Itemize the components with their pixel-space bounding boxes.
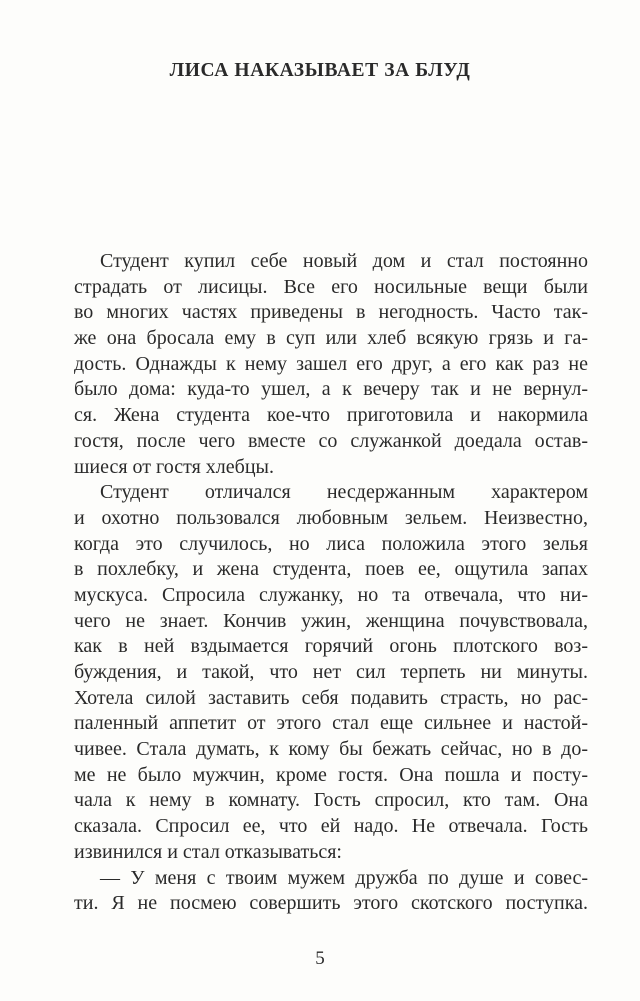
text-line: сказала. Спросил ее, что ей надо. Не отвечала. Гость [74, 815, 588, 838]
text-line: мускуса. Спросила служанку, но та отвечала, что ни- [74, 583, 588, 606]
text-line: шиеся от гостя хлебцы. [74, 455, 274, 478]
text-line: в похлебку, и жена студента, поев ее, ощутила запах [74, 558, 588, 581]
text-line: буждения, и такой, что нет сил терпеть ни минуты. [74, 661, 588, 683]
chapter-title: ЛИСА НАКАЗЫВАЕТ ЗА БЛУД [169, 60, 471, 81]
text-line: гостя, после чего вместе со служанкой доедала остав- [74, 429, 588, 452]
text-line: ме не было мужчин, кроме гостя. Она пошла и посту- [74, 763, 588, 786]
text-line: ся. Жена студента кое-что приготовила и накормила [74, 404, 588, 427]
text-line: Хотела силой заставить себя подавить страсть, но рас- [74, 686, 588, 709]
text-line: же она бросала ему в суп или хлеб всякую грязь и га- [74, 327, 588, 350]
text-line: во многих частях приведены в негодность. Часто так- [74, 301, 588, 324]
text-line: Студент отличался несдержанным характером [100, 481, 588, 504]
text-line: чего не знает. Кончив ужин, женщина почувствовала, [74, 609, 588, 632]
text-line: ти. Я не посмею совершить этого скотского поступка. [74, 892, 588, 915]
text-line: чала к нему в комнату. Гость спросил, кто там. Она [74, 789, 588, 812]
text-line: страдать от лисицы. Все его носильные вещи были [74, 275, 588, 298]
text-line: чивее. Стала думать, к кому бы бежать сейчас, но в до- [74, 738, 588, 761]
text-line: было дома: куда-то ушел, а к вечеру так и не вернул- [74, 378, 588, 401]
text-line: Студент купил себе новый дом и стал постоянно [100, 250, 588, 272]
text-line: когда это случилось, но лиса положила этого зелья [74, 532, 588, 555]
text-line: извинился и стал отказываться: [74, 840, 342, 863]
page-number: 5 [315, 948, 325, 969]
text-line: как в ней вздымается горячий огонь плотского воз- [74, 635, 588, 658]
chapter-text [74, 249, 588, 917]
text-line: и охотно пользовался любовным зельем. Неизвестно, [74, 506, 588, 529]
text-line: — У меня с твоим мужем дружба по душе и совес- [100, 866, 588, 889]
text-line: дость. Однажды к нему зашел его друг, а его как раз не [74, 352, 588, 375]
text-line: паленный аппетит от этого стал еще сильнее и настой- [74, 712, 588, 735]
